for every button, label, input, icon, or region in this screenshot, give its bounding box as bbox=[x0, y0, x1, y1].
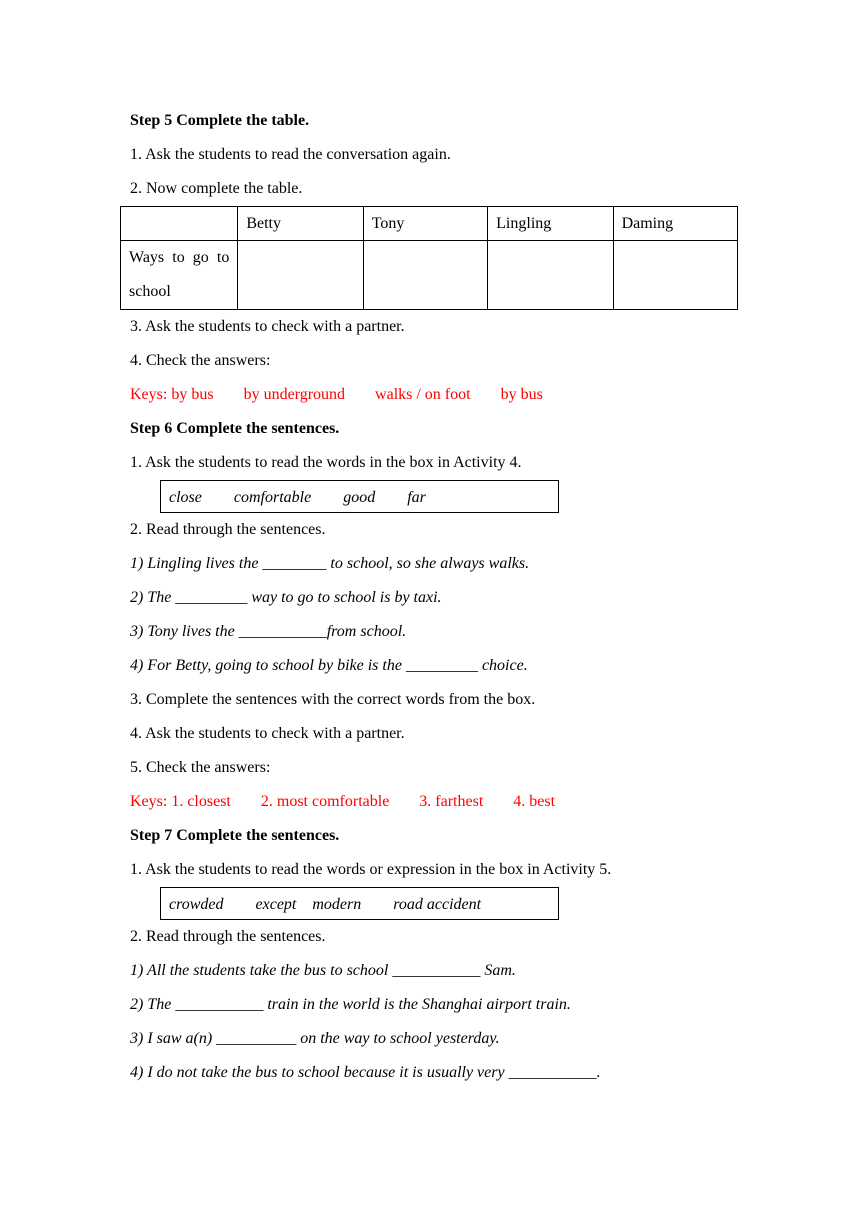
table-header-daming: Daming bbox=[613, 207, 737, 241]
word-box-item: crowded bbox=[169, 896, 224, 913]
answer-key: 2. most comfortable bbox=[260, 793, 390, 810]
step6-sentence-2: 2) The _________ way to go to school is by taxi. bbox=[130, 589, 442, 606]
step6-word-box bbox=[160, 480, 559, 513]
step7-sentence-4: 4) I do not take the bus to school because it is usually very ___________. bbox=[130, 1064, 601, 1081]
transport-table bbox=[120, 206, 738, 310]
table-cell-betty bbox=[238, 241, 363, 310]
word-box-item: modern bbox=[312, 896, 362, 913]
word-box-item: far bbox=[407, 489, 426, 506]
answer-key: 4. best bbox=[513, 793, 556, 810]
table-cell-daming bbox=[613, 241, 737, 310]
table-row bbox=[121, 241, 738, 310]
answer-key: by bus bbox=[500, 386, 543, 403]
step7-item-2: 2. Read through the sentences. bbox=[130, 928, 326, 945]
step5-item-2: 2. Now complete the table. bbox=[130, 180, 303, 197]
word-box-item: road accident bbox=[393, 896, 482, 913]
word-box-item: close bbox=[169, 489, 202, 506]
step6-item-1: 1. Ask the students to read the words in the box in Activity 4. bbox=[130, 454, 522, 471]
step6-sentence-1: 1) Lingling lives the ________ to school, so she always walks. bbox=[130, 555, 530, 572]
step6-sentence-4: 4) For Betty, going to school by bike is the _________ choice. bbox=[130, 657, 528, 674]
step6-heading: Step 6 Complete the sentences. bbox=[130, 420, 340, 437]
step7-sentence-3: 3) I saw a(n) __________ on the way to school yesterday. bbox=[130, 1030, 500, 1047]
step7-word-box bbox=[160, 887, 559, 920]
table-cell-lingling bbox=[488, 241, 613, 310]
table-header-row bbox=[121, 207, 738, 241]
step5-heading: Step 5 Complete the table. bbox=[130, 112, 310, 129]
word-box-item: good bbox=[343, 489, 376, 506]
step6-item-2: 2. Read through the sentences. bbox=[130, 521, 326, 538]
step5-answer-keys bbox=[130, 378, 740, 412]
step5-item-1: 1. Ask the students to read the conversation again. bbox=[130, 146, 451, 163]
answer-key: Keys: by bus bbox=[130, 386, 214, 403]
answer-key: walks / on foot bbox=[375, 386, 471, 403]
step6-item-5: 5. Check the answers: bbox=[130, 759, 271, 776]
word-box-item: comfortable bbox=[233, 489, 312, 506]
step6-sentence-3: 3) Tony lives the ___________from school. bbox=[130, 623, 407, 640]
step6-item-4: 4. Ask the students to check with a partner. bbox=[130, 725, 405, 742]
table-header-tony: Tony bbox=[363, 207, 487, 241]
step5-item-3: 3. Ask the students to check with a partner. bbox=[130, 318, 405, 335]
table-cell-tony bbox=[363, 241, 487, 310]
answer-key: Keys: 1. closest bbox=[130, 793, 231, 810]
table-header-betty: Betty bbox=[238, 207, 363, 241]
answer-key: by underground bbox=[243, 386, 346, 403]
answer-key: 3. farthest bbox=[419, 793, 484, 810]
table-header-lingling: Lingling bbox=[488, 207, 613, 241]
lesson-document bbox=[130, 104, 740, 1090]
step7-item-1: 1. Ask the students to read the words or expression in the box in Activity 5. bbox=[130, 861, 612, 878]
word-box-item: except bbox=[255, 896, 297, 913]
step7-sentence-1: 1) All the students take the bus to school ___________ Sam. bbox=[130, 962, 516, 979]
table-header-cell-empty bbox=[121, 207, 238, 241]
table-row-label: Ways to go to school bbox=[121, 241, 238, 310]
step6-answer-keys bbox=[130, 785, 740, 819]
step5-item-4: 4. Check the answers: bbox=[130, 352, 271, 369]
step6-item-3: 3. Complete the sentences with the correct words from the box. bbox=[130, 691, 536, 708]
step7-heading: Step 7 Complete the sentences. bbox=[130, 827, 340, 844]
step7-sentence-2: 2) The ___________ train in the world is the Shanghai airport train. bbox=[130, 996, 571, 1013]
